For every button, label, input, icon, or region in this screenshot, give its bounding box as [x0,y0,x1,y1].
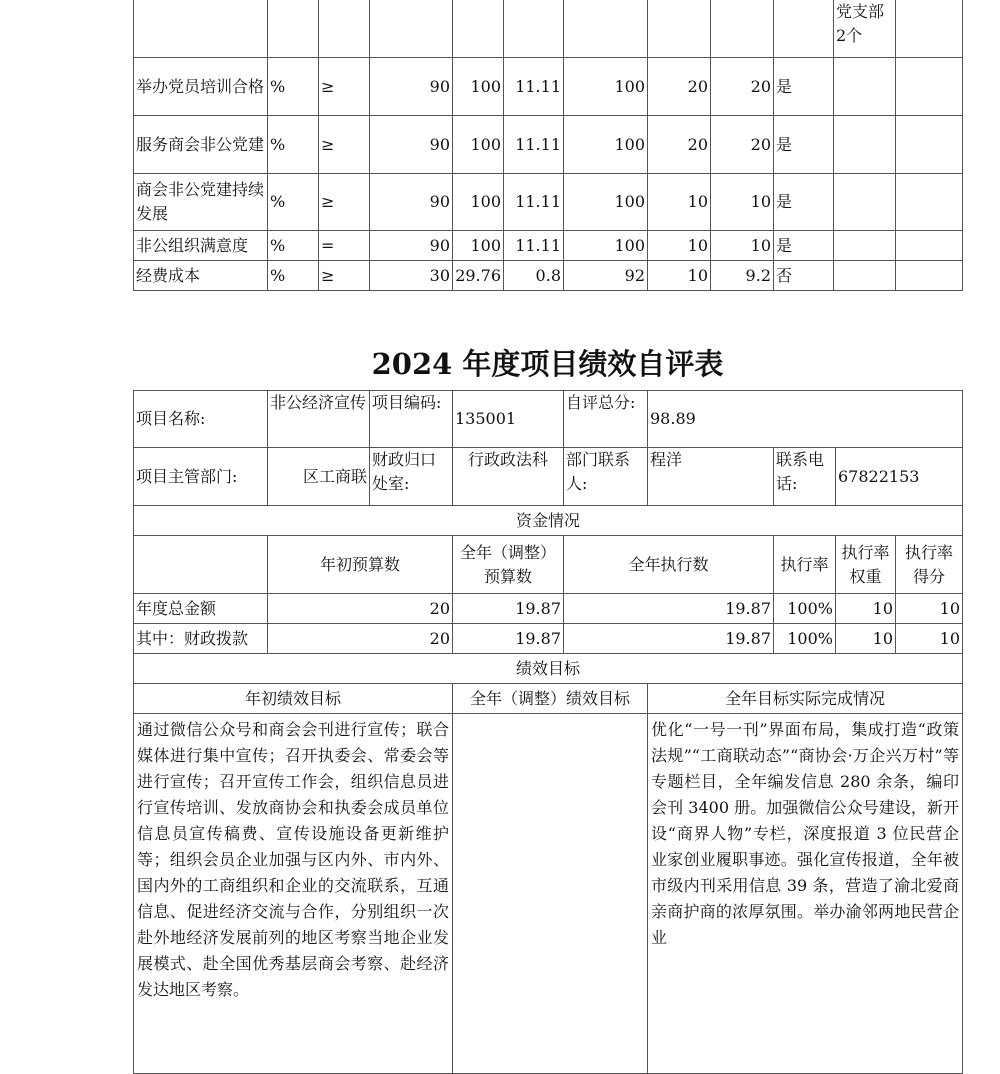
indicator-name: 非公组织满意度 [134,231,268,261]
actual-cell: 29.76 [453,261,504,291]
note-cell: 党支部2个 [834,0,896,58]
goals-col-actual: 全年目标实际完成情况 [648,684,963,714]
contact: 程洋 [648,448,774,506]
target-cell: 90 [370,174,453,231]
unit-cell: % [268,261,319,291]
finance-office: 行政政法科 [453,448,564,506]
page-title: 2024 年度项目绩效自评表 [371,347,724,381]
table-row [134,174,963,231]
operator-cell: ≥ [319,116,370,174]
score-cell: 20 [711,58,774,116]
project-code-label: 项目编码: [370,391,453,448]
deviation-cell: 0.8 [504,261,564,291]
indicator-name: 举办党员培训合格 [134,58,268,116]
table-row [134,506,963,536]
goals-col-adjusted: 全年（调整）绩效目标 [453,684,648,714]
operator-cell: ≥ [319,261,370,291]
actual-cell: 100 [453,116,504,174]
unit-cell: % [268,116,319,174]
fund-rate: 100% [774,624,836,654]
weight-cell: 10 [648,174,711,231]
header-rate-score: 执行率得分 [896,536,963,594]
fund-weight: 10 [836,624,896,654]
table-row [134,261,963,291]
weight-cell: 20 [648,58,711,116]
project-name-label: 项目名称: [134,391,268,448]
finance-office-label: 财政归口处室: [370,448,453,506]
header-rate-weight: 执行率权重 [836,536,896,594]
score-cell: 9.2 [711,261,774,291]
indicator-name: 服务商会非公党建 [134,116,268,174]
met-cell: 是 [774,58,834,116]
deviation-cell: 11.11 [504,231,564,261]
self-score-label: 自评总分: [564,391,648,448]
met-cell: 是 [774,231,834,261]
fund-rate: 100% [774,594,836,624]
actual-cell: 100 [453,58,504,116]
fund-row-label: 年度总金额 [134,594,268,624]
weight-cell: 10 [648,231,711,261]
funds-section-title: 资金情况 [134,506,963,536]
goals-col-initial: 年初绩效目标 [134,684,453,714]
rate-cell: 100 [564,116,648,174]
self-score: 98.89 [648,391,963,448]
fund-adjusted: 19.87 [453,594,564,624]
table-row [134,594,963,624]
table-row [134,654,963,684]
deviation-cell: 11.11 [504,116,564,174]
fund-score: 10 [896,624,963,654]
table-row [134,0,963,58]
operator-cell: = [319,231,370,261]
met-cell: 是 [774,174,834,231]
table-row [134,391,963,448]
header-exec-rate: 执行率 [774,536,836,594]
fund-row-label: 其中：财政拨款 [134,624,268,654]
actual-completion-text: 优化“一号一刊”界面布局，集成打造“政策法规”“工商联动态”“商协会·万企兴万村”等专题栏目，全年编发信息 280 余条，编印会刊 3400 册。加强微信公众号建设，新开设“商界人物”专栏，深度报道 3 位民营企业家创业履职事迹。强化宣传报道，全年被市级内刊采用信息 39 条，营造了渝北爱商亲商护商的浓厚氛围。举办渝邻两地民营企业 [648,714,963,1074]
phone: 67822153 [836,448,963,506]
rate-cell: 100 [564,58,648,116]
indicator-name: 商会非公党建持续发展 [134,174,268,231]
indicator-name: 经费成本 [134,261,268,291]
phone-label: 联系电话: [774,448,836,506]
met-cell: 否 [774,261,834,291]
operator-cell: ≥ [319,58,370,116]
initial-goal-text: 通过微信公众号和商会会刊进行宣传；联合媒体进行集中宣传；召开执委会、常委会等进行宣传；召开宣传工作会，组织信息员进行宣传培训、发放商协会和执委会成员单位信息员宣传稿费、宣传设施设备更新维护等；组织会员企业加强与区内外、市内外、国内外的工商组织和企业的交流联系，互通信息、促进经济交流与合作，分别组织一次赴外地经济发展前列的地区考察当地企业发展模式、赴全国优秀基层商会考察、赴经济发达地区考察。 [134,714,453,1074]
actual-cell: 100 [453,174,504,231]
target-cell: 90 [370,231,453,261]
target-cell: 90 [370,116,453,174]
fund-initial: 20 [268,594,453,624]
table-row [134,684,963,714]
dept: 区工商联 [268,448,370,506]
project-name: 非公经济宣传 [268,391,370,448]
fund-adjusted: 19.87 [453,624,564,654]
actual-cell: 100 [453,231,504,261]
table-row [134,231,963,261]
fund-executed: 19.87 [564,594,774,624]
fund-weight: 10 [836,594,896,624]
weight-cell: 10 [648,261,711,291]
project-code: 135001 [453,391,564,448]
deviation-cell: 11.11 [504,58,564,116]
weight-cell: 20 [648,116,711,174]
table-row [134,116,963,174]
contact-label: 部门联系人: [564,448,648,506]
rate-cell: 100 [564,174,648,231]
unit-cell: % [268,58,319,116]
header-adjusted-budget: 全年（调整）预算数 [453,536,564,594]
dept-label: 项目主管部门: [134,448,268,506]
self-evaluation-table [133,390,963,1074]
target-cell: 90 [370,58,453,116]
fund-score: 10 [896,594,963,624]
rate-cell: 92 [564,261,648,291]
table-row [134,624,963,654]
adjusted-goal-text [453,714,648,1074]
table-row [134,58,963,116]
fund-executed: 19.87 [564,624,774,654]
score-cell: 10 [711,231,774,261]
score-cell: 10 [711,174,774,231]
operator-cell: ≥ [319,174,370,231]
table-row [134,448,963,506]
deviation-cell: 11.11 [504,174,564,231]
header-initial-budget: 年初预算数 [268,536,453,594]
fund-initial: 20 [268,624,453,654]
score-cell: 20 [711,116,774,174]
table-row [134,714,963,1074]
goals-section-title: 绩效目标 [134,654,963,684]
indicator-table [133,0,963,291]
unit-cell: % [268,174,319,231]
header-executed: 全年执行数 [564,536,774,594]
target-cell: 30 [370,261,453,291]
unit-cell: % [268,231,319,261]
table-row [134,536,963,594]
met-cell: 是 [774,116,834,174]
rate-cell: 100 [564,231,648,261]
